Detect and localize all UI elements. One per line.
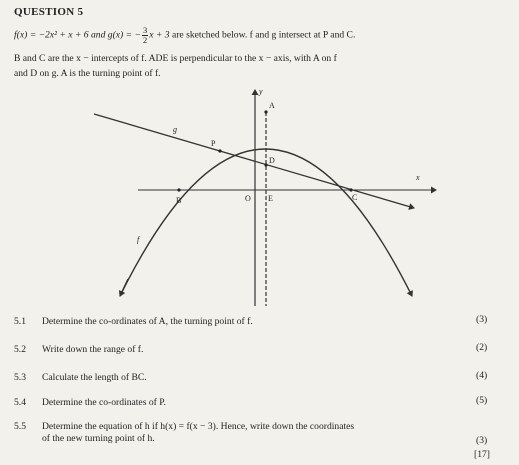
g-fraction [142, 26, 148, 45]
g-fraction-numerator: 3 [143, 25, 148, 35]
point-d [264, 163, 267, 166]
label-o: O [245, 194, 251, 203]
marks-5-4: (5) [476, 395, 488, 406]
question-text: Determine the co-ordinates of P. [42, 397, 166, 408]
total-marks: [17] [474, 449, 490, 460]
intro-line-2: B and C are the x − intercepts of f. ADE is perpendicular to the x − axis, with A on f [14, 53, 337, 64]
question-number: 5.3 [14, 372, 26, 383]
point-p [218, 149, 221, 152]
label-d: D [269, 156, 275, 165]
point-c [349, 188, 352, 191]
question-text-continued: of the new turning point of h. [42, 433, 155, 444]
function-sketch [88, 84, 438, 309]
question-heading: QUESTION 5 [14, 6, 84, 18]
question-number: 5.4 [14, 397, 26, 408]
intro-line-3: and D on g. A is the turning point of f. [14, 68, 161, 79]
and-word: and [91, 29, 106, 41]
line-g [94, 114, 414, 208]
label-x: x [416, 173, 420, 182]
label-c: C [352, 193, 358, 202]
question-text: Determine the co-ordinates of A, the turning point of f. [42, 316, 253, 327]
marks-5-2: (2) [476, 342, 488, 353]
intro-line-1 [14, 26, 355, 45]
g-fraction-denominator: 2 [143, 35, 148, 45]
label-b: B [176, 196, 182, 205]
f-definition: f(x) = −2x² + x + 6 [14, 29, 89, 41]
parabola-f-left-arrow [120, 279, 128, 296]
point-b [177, 188, 180, 191]
label-p: P [211, 139, 216, 148]
question-number: 5.1 [14, 316, 26, 327]
marks-5-3: (4) [476, 370, 488, 381]
g-definition-suffix: x + 3 [149, 29, 170, 41]
label-g: g [173, 125, 177, 134]
question-text: Determine the equation of h if h(x) = f(x − 3). Hence, write down the coordinates [42, 421, 355, 432]
marks-5-1: (3) [476, 314, 488, 325]
g-definition-prefix: g(x) = − [107, 29, 141, 41]
label-e: E [268, 194, 273, 203]
label-y: y [259, 87, 263, 96]
point-a [264, 110, 267, 113]
question-number: 5.5 [14, 421, 26, 432]
question-number: 5.2 [14, 344, 26, 355]
label-f: f [137, 235, 140, 244]
marks-5-5: (3) [476, 435, 488, 446]
question-text: Write down the range of f. [42, 344, 144, 355]
label-a: A [269, 101, 275, 110]
question-text: Calculate the length of BC. [42, 372, 147, 383]
intro-line-1-rest: are sketched below. f and g intersect at P and C. [171, 29, 356, 41]
